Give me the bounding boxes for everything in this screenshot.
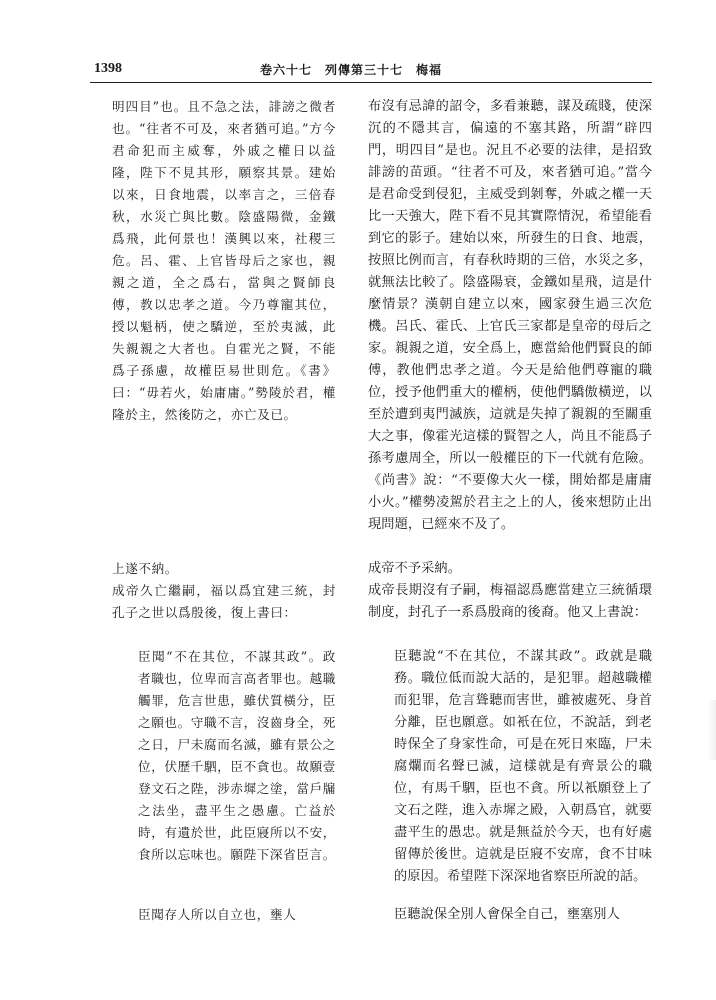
page-header bbox=[90, 60, 652, 83]
classical-paragraph: 上遂不納。 bbox=[112, 561, 178, 576]
translation-paragraph: 成帝不予采納。 bbox=[368, 561, 462, 576]
translation-paragraph: 臣聽說保全別人會保全自己，壅塞別人 bbox=[394, 907, 620, 922]
translation-paragraph: 臣聽說“不在其位，不謀其政”。政就是職務。職位低而說大話的，是犯罪。超越職權而犯罪，危言聳聽而害世，雖被處死、身首分離，臣也願意。如衹在位，不說話，到老時保全了身家性命，可是在死日來臨，尸未腐爛而名聲已滅，這樣就是有齊景公的職位，有馬千駟，臣也不貪。所以衹願登上了文石之陛，進入赤墀之殿，入朝爲官，就要盡平生的愚忠。就是無益於今天，也有好處留傳於後世。這就是臣寢不安席，食不甘味的原因。希望陛下深深地省察臣所說的話。 bbox=[394, 649, 652, 884]
classical-paragraph: 成帝久亡繼嗣，福以爲宜建三統，封孔子之世以爲殷後，復上書曰： bbox=[112, 583, 336, 620]
translation-paragraph: 成帝長期沒有子嗣，梅福認爲應當建立三統循環制度，封孔子一系爲殷商的後裔。他又上書說： bbox=[368, 583, 652, 620]
translation-paragraph: 布沒有忌諱的詔令，多看兼聽，謀及疏賤，使深沉的不隱其言，偏遠的不塞其路，所謂“辟四門，明四目”是也。況且不必要的法律，是招致誹謗的苗頭。“往者不可及，來者猶可追。”當今是君命受到侵犯，主威受到剝奪，外戚之權一天比一天強大，陛下看不見其實際情況，希望能看到它的影子。建始以來，所發生的日食、地震，按照比例而言，有春秋時期的三倍，水災之多，就無法比較了。陰盛陽衰，金鐵如星飛，這是什麼情景？漢朝自建立以來，國家發生過三次危機。呂氏、霍氏、上官氏三家都是皇帝的母后之家。親親之道，安全爲上，應當給他們賢良的師傅，教他們忠孝之道。今天是給他們尊寵的職位，授予他們重大的權柄，使他們驕傲橫逆，以至於遭到夷門滅族，這就是失掉了親親的至關重大之事，像霍光這樣的賢智之人，尚且不能爲子孫考慮周全，所以一般權臣的下一代就有危險。《尚書》說：“不要像大火一樣，開始都是庸庸小火。”權勢凌駕於君主之上的人，後來想防止出現問題，已經來不及了。 bbox=[368, 99, 652, 532]
page-number: 1398 bbox=[94, 61, 122, 76]
classical-paragraph: 臣聞存人所以自立也，壅人 bbox=[138, 907, 297, 922]
classical-paragraph: 明四目”也。且不急之法，誹謗之微者也。“往者不可及，來者猶可追。”方今君命犯而主威奪，外戚之權日以益隆，陛下不見其形，願察其景。建始以來，日食地震，以率言之，三倍春秋，水災亡與比數。陰盛陽微，金鐵爲飛，此何景也！漢興以來，社稷三危。呂、霍、上官皆母后之家也，親親之道，全之爲右，當與之賢師良傅，教以忠孝之道。今乃尊寵其位，授以魁柄，使之驕逆，至於夷滅，此失親親之大者也。自霍光之賢，不能爲子孫慮，故權臣易世則危。《書》曰：“毋若火，始庸庸。”勢陵於君，權隆於主，然後防之，亦亡及已。 bbox=[112, 99, 336, 422]
scan-edge-shadow bbox=[708, 700, 716, 760]
classical-paragraph: 臣聞“不在其位，不謀其政”。政者職也，位卑而言高者罪也。越職觸罪，危言世患，雖伏質橫分，臣之願也。守職不言，沒齒身全，死之日，尸未腐而名滅，雖有景公之位，伏歷千駟，臣不貪也。故願壹登文石之陛，涉赤墀之塗，當戶牖之法坐，盡平生之愚慮。亡益於時，有遺於世，此臣寢所以不安，食所以忘味也。願陛下深省臣言。 bbox=[138, 649, 336, 862]
running-title: 卷六十七 列傳第三十七 梅福 bbox=[260, 63, 443, 77]
